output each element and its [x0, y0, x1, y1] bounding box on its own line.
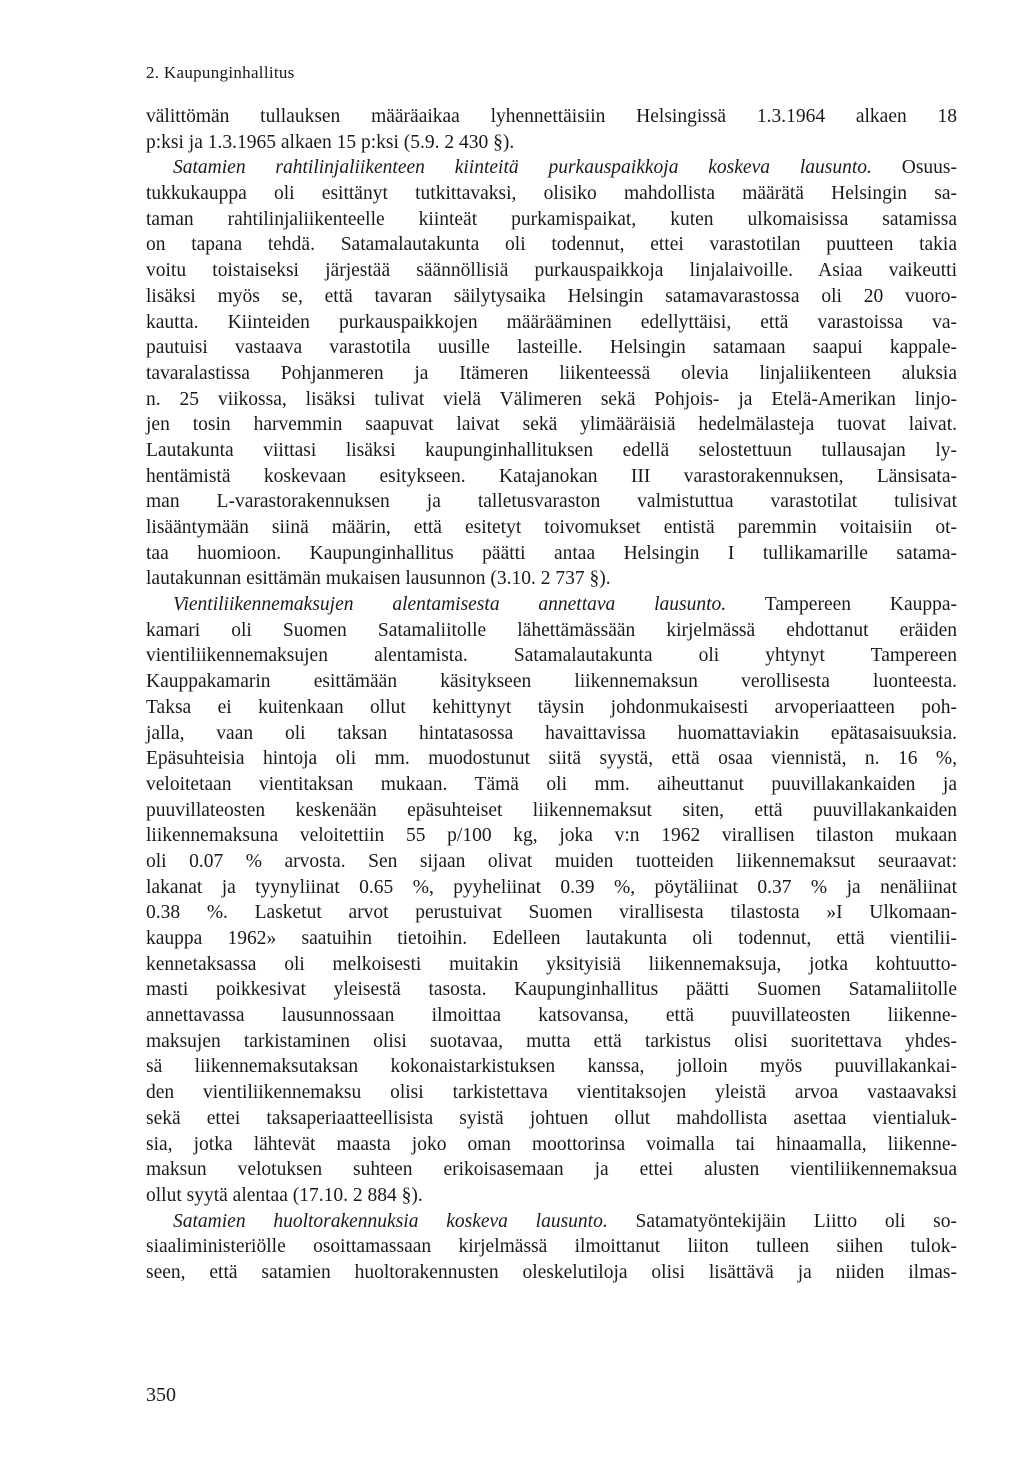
text-line: sia, jotka lähtevät maasta joko oman moottorinsa voimalla tai hinaamalla, liikenne- [146, 1133, 957, 1155]
text-fragment: Satamatyöntekijäin Liitto oli so- [635, 1210, 957, 1232]
text-line [146, 155, 957, 181]
text-line [146, 592, 957, 618]
text-line: tavaralastissa Pohjanmeren ja Itämeren liikenteessä olevia linjaliikenteen aluksia [146, 362, 957, 384]
text-line: masti poikkesivat yleisestä tasosta. Kaupunginhallitus päätti Suomen Satamaliitolle [146, 979, 957, 1001]
page-number: 350 [146, 1384, 176, 1406]
page-body [146, 104, 957, 1286]
text-line: kamari oli Suomen Satamaliitolle lähettämässään kirjelmässä ehdottanut eräiden [146, 619, 957, 641]
text-line: Epäsuhteisia hintoja oli mm. muodostunut siitä syystä, että osaa viennistä, n. 16 %, [146, 748, 957, 770]
paragraph [146, 1209, 957, 1286]
section-title: Satamien rahtilinjaliikenteen kiinteitä purkauspaikkoja koskeva lausunto. [173, 157, 872, 179]
section-title: Vientiliikennemaksujen alentamisesta annettava lausunto. [173, 594, 727, 616]
text-line: taa huomioon. Kaupunginhallitus päätti antaa Helsingin I tullikamarille satama- [146, 542, 957, 564]
text-line: sä liikennemaksutaksan kokonaistarkistuksen kanssa, jolloin myös puuvillakankai- [146, 1056, 957, 1078]
paragraph [146, 155, 957, 592]
running-header: 2. Kaupunginhallitus [146, 63, 295, 82]
text-line: puuvillateosten keskenään epäsuhteiset liikennemaksut siten, että puuvillakankaiden [146, 799, 957, 821]
text-line: Kauppakamarin esittämään käsitykseen liikennemaksun verollisesta luonteesta. [146, 671, 957, 693]
text-line: 0.38 %. Lasketut arvot perustuivat Suomen virallisesta tilastosta »I Ulkomaan- [146, 902, 957, 924]
text-line: oli 0.07 % arvosta. Sen sijaan olivat muiden tuotteiden liikennemaksut seuraavat: [146, 850, 957, 872]
text-line: p:ksi ja 1.3.1965 alkaen 15 p:ksi (5.9. 2 430 §). [146, 131, 515, 153]
text-line: välittömän tullauksen määräaikaa lyhennettäisiin Helsingissä 1.3.1964 alkaen 18 [146, 106, 957, 127]
text-line: taman rahtilinjaliikenteelle kiinteät purkamispaikat, kuten ulkomaisissa satamissa [146, 208, 957, 230]
text-line: kautta. Kiinteiden purkauspaikkojen määrääminen edellyttäisi, että varastoissa va- [146, 311, 957, 333]
text-line: annettavassa lausunnossaan ilmoittaa katsovansa, että puuvillateosten liikenne- [146, 1005, 957, 1027]
paragraph [146, 104, 957, 155]
paragraph [146, 592, 957, 1209]
text-line: jen tosin harvemmin saapuvat laivat sekä ylimääräisiä hedelmälasteja tuovat laivat. [146, 414, 957, 436]
text-line: n. 25 viikossa, lisäksi tulivat vielä Välimeren sekä Pohjois- ja Etelä-Amerikan linjo- [146, 388, 957, 410]
text-line: lisäksi myös se, että tavaran säilytysaika Helsingin satamavarastossa oli 20 vuoro- [146, 285, 957, 307]
text-line [146, 1209, 957, 1235]
text-line: pautuisi vastaava varastotila uusille lasteille. Helsingin satamaan saapui kappale- [146, 337, 957, 359]
text-line: den vientiliikennemaksu olisi tarkistettava vientitaksojen yleistä arvoa vastaavaksi [146, 1082, 957, 1104]
text-line: man L-varastorakennuksen ja talletusvaraston valmistuttua varastotilat tulisivat [146, 491, 957, 513]
text-line: veloitetaan vientitaksan mukaan. Tämä oli mm. aiheuttanut puuvillakankaiden ja [146, 773, 957, 795]
text-line: on tapana tehdä. Satamalautakunta oli todennut, ettei varastotilan puutteen takia [146, 234, 957, 256]
text-line: jalla, vaan oli taksan hintatasossa havaittavissa huomattaviakin epätasaisuuksia. [146, 722, 957, 744]
text-line: kauppa 1962» saatuihin tietoihin. Edelleen lautakunta oli todennut, että vientilii- [146, 928, 957, 949]
text-line: kennetaksassa oli melkoisesti muitakin yksityisiä liikennemaksuja, jotka kohtuutto- [146, 953, 957, 975]
text-line: seen, että satamien huoltorakennusten oleskelutiloja olisi lisättävä ja niiden ilmas- [146, 1261, 957, 1283]
text-line: sekä ettei taksaperiaatteellisista syistä johtuen ollut mahdollista asettaa vientialuk- [146, 1107, 957, 1129]
text-line: siaaliministeriölle osoittamassaan kirjelmässä ilmoittanut liiton tulleen siihen tulok- [146, 1236, 957, 1258]
text-fragment: Tampereen Kauppa- [764, 594, 957, 616]
text-line: hentämistä koskevaan esitykseen. Katajanokan III varastorakennuksen, Länsisata- [146, 465, 957, 487]
text-line: tukkukauppa oli esittänyt tutkittavaksi, olisiko mahdollista määrätä Helsingin sa- [146, 183, 957, 205]
text-line: maksun velotuksen suhteen erikoisasemaan ja ettei alusten vientiliikennemaksua [146, 1159, 957, 1181]
text-line: liikennemaksuna veloitettiin 55 p/100 kg, joka v:n 1962 virallisen tilaston mukaan [146, 825, 957, 847]
text-line: Taksa ei kuitenkaan ollut kehittynyt täysin johdonmukaisesti arvoperiaatteen poh- [146, 696, 957, 718]
text-line: voitu toistaiseksi järjestää säännöllisiä purkauspaikkoja linjalaivoille. Asiaa vaikeutti [146, 260, 957, 282]
text-line: maksujen tarkistaminen olisi suotavaa, mutta että tarkistus olisi suoritettava yhdes- [146, 1030, 957, 1052]
text-line: lakanat ja tyynyliinat 0.65 %, pyyheliinat 0.39 %, pöytäliinat 0.37 % ja nenäliinat [146, 876, 957, 898]
text-line: lautakunnan esittämän mukaisen lausunnon (3.10. 2 737 §). [146, 568, 611, 590]
section-title: Satamien huoltorakennuksia koskeva lausunto. [173, 1210, 608, 1232]
text-line: ollut syytä alentaa (17.10. 2 884 §). [146, 1184, 423, 1206]
text-fragment: Osuus- [901, 157, 957, 179]
text-line: Lautakunta viittasi lisäksi kaupunginhallituksen edellä selostettuun tullausajan ly- [146, 439, 957, 461]
text-line: lisääntymään siinä määrin, että esitetyt toivomukset entistä paremmin voitaisiin ot- [146, 517, 957, 538]
text-line: vientiliikennemaksujen alentamista. Satamalautakunta oli yhtynyt Tampereen [146, 645, 957, 667]
